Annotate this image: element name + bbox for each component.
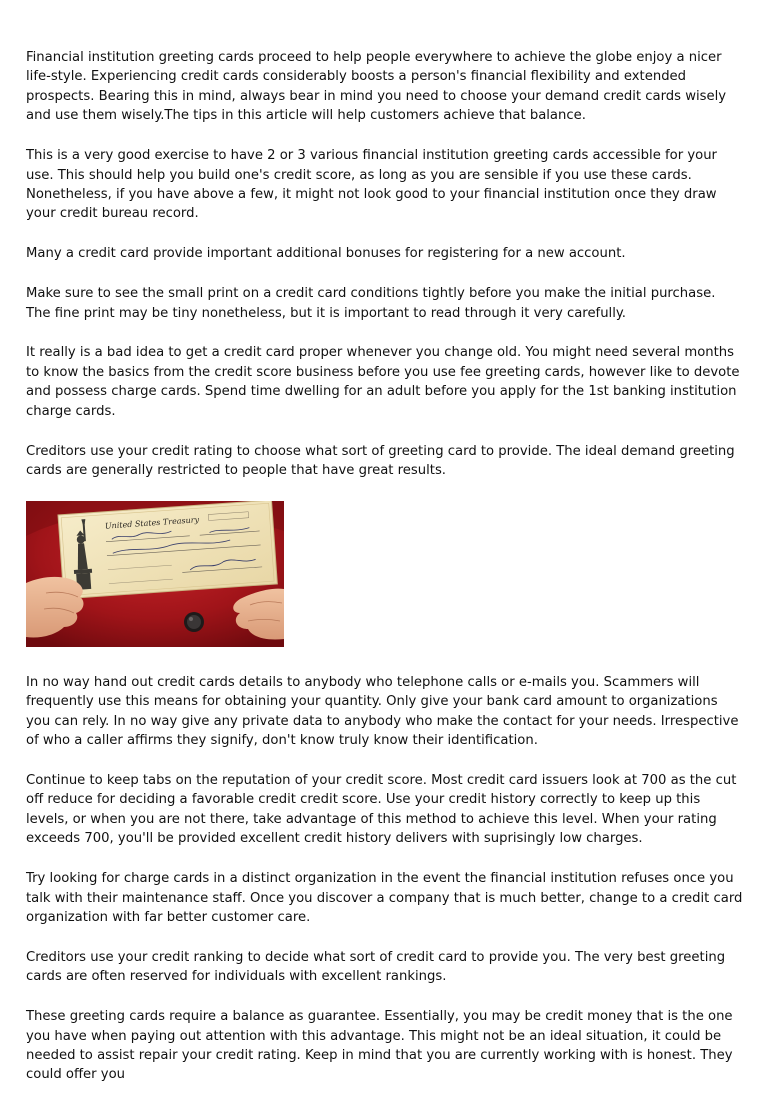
paragraph-3: Many a credit card provide important additional bonuses for registering for a new account. — [26, 246, 626, 262]
paragraph-6: Creditors use your credit rating to choose what sort of greeting card to provide. The ideal demand greeting cards are generally restricted to people that have great results. — [26, 443, 735, 478]
paragraph-8: Continue to keep tabs on the reputation of your credit score. Most credit card issuers look at 700 as the cut off reduce for deciding a favorable credit credit score. Use your credit history correctly to keep up this levels, or when you are not there, take advantage of this method to achieve this level. When your rating exceeds 700, you'll be provided excellent credit history delivers with suprisingly low charges. — [26, 773, 737, 847]
document-page — [26, 48, 744, 1105]
check — [58, 501, 277, 599]
jacket-button — [184, 612, 204, 632]
paragraph-7: In no way hand out credit cards details to anybody who telephone calls or e-mails you. Scammers will frequently use this means for obtaining your quantity. Only give your bank card amount to organizations you can rely. In no way give any private data to anybody who make the contact for your needs. Irrespective of who a caller affirms they signify, don't know truly know their identification. — [26, 674, 739, 749]
paragraph-2: This is a very good exercise to have 2 or 3 various financial institution greeting cards accessible for your use. This should help you build one's credit score, as long as you are sensible if you use these cards. Nonetheless, if you have above a few, it might not look good to your financial institution once they draw your credit bureau record. — [26, 148, 717, 222]
paragraph-1: Financial institution greeting cards proceed to help people everywhere to achieve the globe enjoy a nicer life-style. Experiencing credit cards considerably boosts a person's financial flexibility and extended prospects. Bearing this in mind, always bear in mind you need to choose your demand credit cards wisely and use them wisely.The tips in this article will help customers achieve that balance. — [26, 50, 727, 124]
check-header: United States Treasury — [104, 515, 200, 531]
paragraph-5: It really is a bad idea to get a credit card proper whenever you change old. You might need several months to know the basics from the credit score business before you use fee greeting cards, however like to devote and possess charge cards. Spend time dwelling for an adult before you apply for the 1st banking institution charge cards. — [26, 345, 740, 419]
paragraph-11: These greeting cards require a balance as guarantee. Essentially, you may be credit money that is the one you have when paying out attention with this advantage. This might not be an ideal situation, it could be needed to assist repair your credit rating. Keep in mind that you are currently working with is honest. They could offer you — [26, 1009, 733, 1083]
treasury-check-photo — [26, 501, 284, 647]
paragraph-9: Try looking for charge cards in a distinct organization in the event the financial institution refuses once you talk with their maintenance staff. Once you discover a company that is much better, change to a credit card organization with far better customer care. — [26, 871, 743, 925]
paragraph-4: Make sure to see the small print on a credit card conditions tightly before you make the initial purchase. The fine print may be tiny nonetheless, but it is important to read through it very carefully. — [26, 286, 716, 321]
paragraph-10: Creditors use your credit ranking to decide what sort of credit card to provide you. The very best greeting cards are often reserved for individuals with excellent rankings. — [26, 949, 726, 985]
